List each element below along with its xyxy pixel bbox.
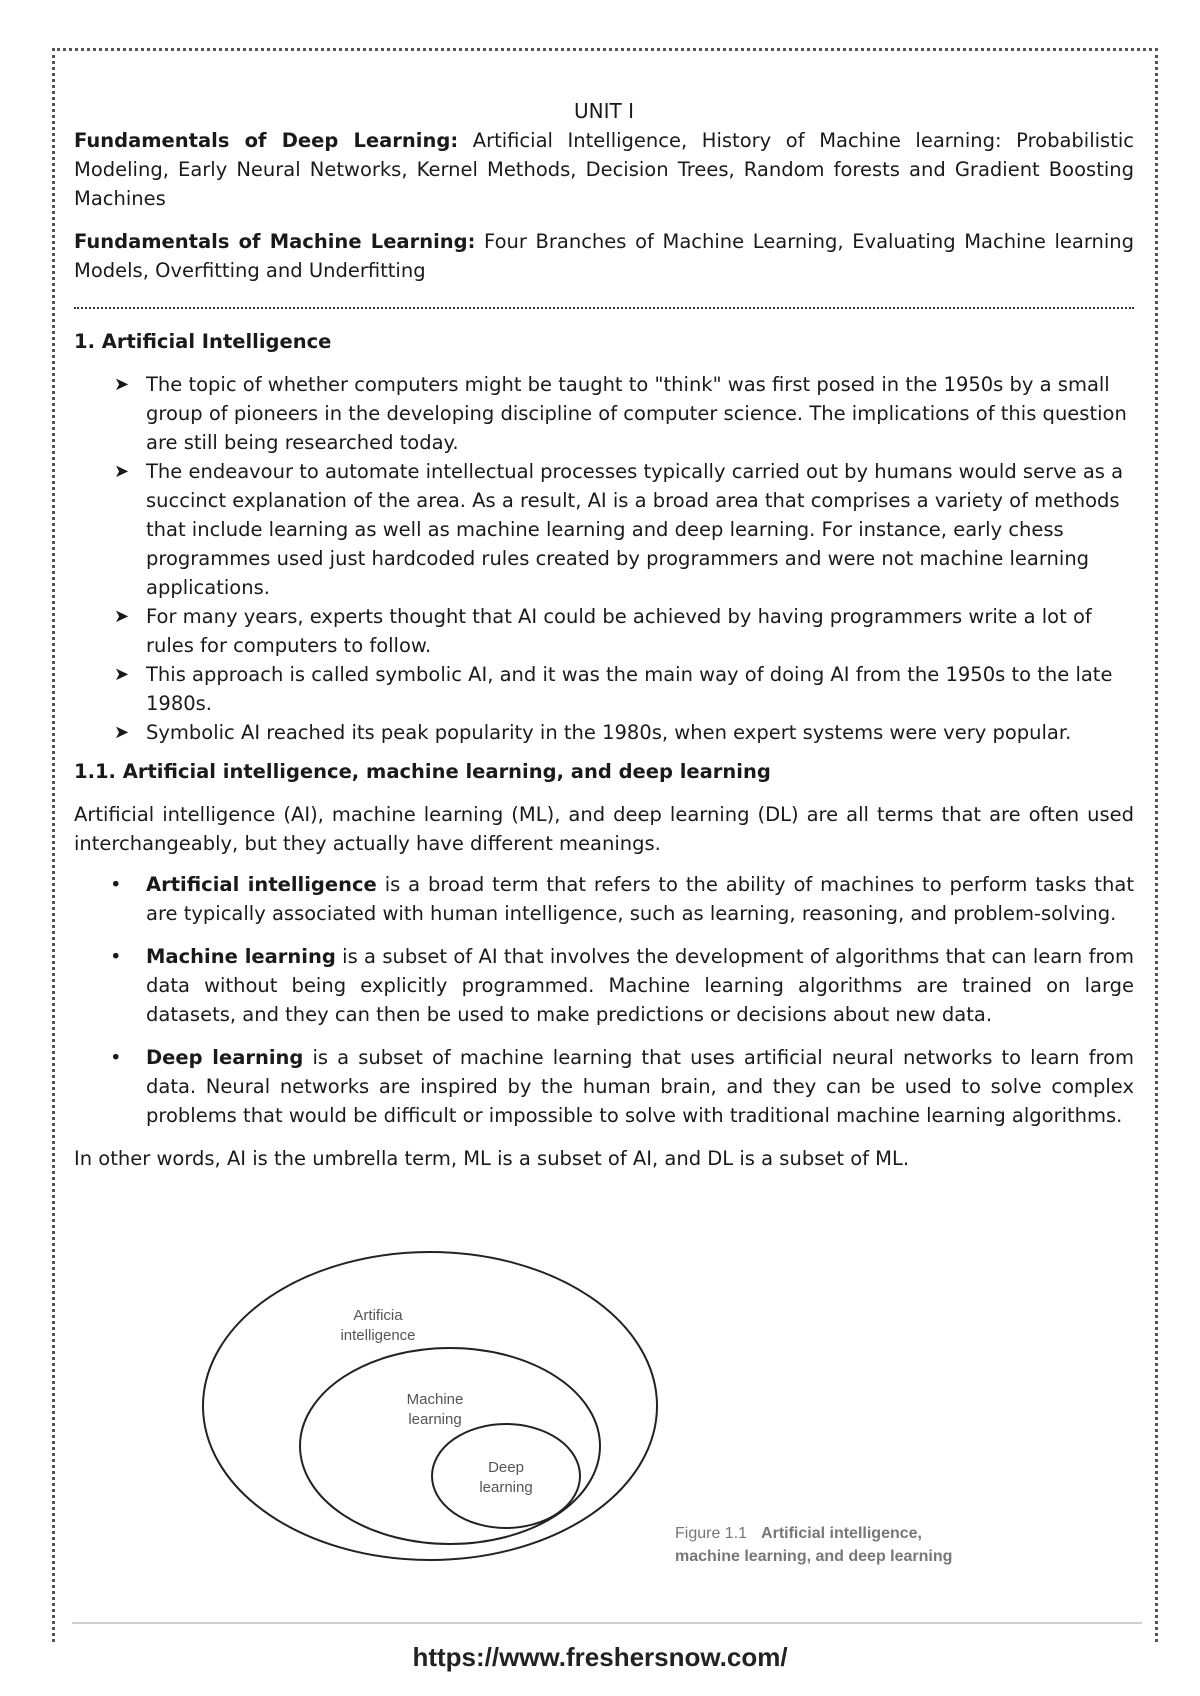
- document-content: [74, 96, 1134, 1185]
- section-divider: [74, 307, 1134, 309]
- middle-label-line2: learning: [408, 1411, 462, 1428]
- inner-label-line2: learning: [479, 1479, 533, 1496]
- list-item: ➤ This approach is called symbolic AI, and it was the main way of doing AI from the 1950s to the late 1980s.: [146, 660, 1134, 718]
- svg-text:Figure 1.1Artificial intellige: [675, 1525, 922, 1542]
- unit-title: UNIT I: [574, 99, 634, 123]
- term: Machine learning: [146, 945, 336, 968]
- bullet-dot-icon: •: [110, 873, 122, 896]
- inner-ellipse-dl: [432, 1424, 580, 1528]
- section-heading-ai-ml-dl: 1.1. Artificial intelligence, machine learning, and deep learning: [74, 760, 771, 783]
- list-item: • Machine learning is a subset of AI that involves the development of algorithms that can learn from data without being explicitly programmed. Machine learning algorithms are trained on large datasets, and they can then be used to make predictions or decisions about new data.: [146, 942, 1134, 1029]
- intro-paragraph: Artificial intelligence (AI), machine learning (ML), and deep learning (DL) are all terms that are often used interchangeably, but they actually have different meanings.: [74, 803, 1134, 855]
- arrow-bullet-icon: ➤: [114, 461, 130, 482]
- ai-ml-dl-figure: [200, 1236, 1000, 1576]
- deep-learning-topics: Artificial Intelligence, History of Machine learning: Probabilistic Modeling, Early Neural Networks, Kernel Methods, Decision Trees, Random forests and Gradient Boosting Machines: [74, 129, 1134, 210]
- bullet-dot-icon: •: [110, 945, 122, 968]
- figure-caption-line1: Artificial intelligence,: [761, 1525, 922, 1542]
- list-item: • Artificial intelligence is a broad term that refers to the ability of machines to perform tasks that are typically associated with human intelligence, such as learning, reasoning, and problem-solving.: [146, 870, 1134, 928]
- figure-caption-number: Figure 1.1: [675, 1525, 748, 1542]
- ai-point-list: [74, 370, 1134, 747]
- outer-label-line1: Artificia: [353, 1307, 403, 1324]
- arrow-bullet-icon: ➤: [114, 374, 130, 395]
- bullet-dot-icon: •: [110, 1046, 122, 1069]
- nested-ellipses-diagram: [200, 1236, 1000, 1576]
- list-item: • Deep learning is a subset of machine learning that uses artificial neural networks to learn from data. Neural networks are inspired by the human brain, and they can be used to solve complex problems that would be difficult or impossible to solve with traditional machine learning algorithms.: [146, 1043, 1134, 1130]
- machine-learning-label: Fundamentals of Machine Learning:: [74, 230, 476, 253]
- list-item: ➤ Symbolic AI reached its peak popularity in the 1980s, when expert systems were very popular.: [146, 718, 1134, 747]
- term: Deep learning: [146, 1046, 304, 1069]
- deep-learning-label: Fundamentals of Deep Learning:: [74, 129, 459, 152]
- arrow-bullet-icon: ➤: [114, 664, 130, 685]
- list-item: ➤ The topic of whether computers might be taught to "think" was first posed in the 1950s by a small group of pioneers in the developing discipline of computer science. The implications of this question are still being researched today.: [146, 370, 1134, 457]
- inner-label-line1: Deep: [488, 1459, 524, 1476]
- middle-label-line1: Machine: [406, 1391, 464, 1408]
- arrow-bullet-icon: ➤: [114, 722, 130, 743]
- conclusion-paragraph: In other words, AI is the umbrella term, ML is a subset of AI, and DL is a subset of ML.: [74, 1147, 910, 1170]
- machine-learning-syllabus: [74, 227, 1134, 285]
- arrow-bullet-icon: ➤: [114, 606, 130, 627]
- list-item: ➤ For many years, experts thought that AI could be achieved by having programmers write a lot of rules for computers to follow.: [146, 602, 1134, 660]
- figure-caption-line2: machine learning, and deep learning: [675, 1548, 953, 1565]
- deep-learning-syllabus: [74, 126, 1134, 213]
- list-item: ➤ The endeavour to automate intellectual processes typically carried out by humans would serve as a succinct explanation of the area. As a result, AI is a broad area that comprises a variety of methods that include learning as well as machine learning and deep learning. For instance, early chess programmes used just hardcoded rules created by programmers and were not machine learning applications.: [146, 457, 1134, 602]
- machine-learning-topics: Four Branches of Machine Learning, Evaluating Machine learning Models, Overfitting and Underfitting: [74, 230, 1135, 282]
- footer-url[interactable]: https://www.freshersnow.com/: [0, 1642, 1200, 1673]
- term: Artificial intelligence: [146, 873, 377, 896]
- definition-list: [74, 870, 1134, 1130]
- section-heading-ai: 1. Artificial Intelligence: [74, 330, 332, 353]
- footer-rule: [72, 1622, 1142, 1624]
- outer-label-line2: intelligence: [340, 1327, 416, 1344]
